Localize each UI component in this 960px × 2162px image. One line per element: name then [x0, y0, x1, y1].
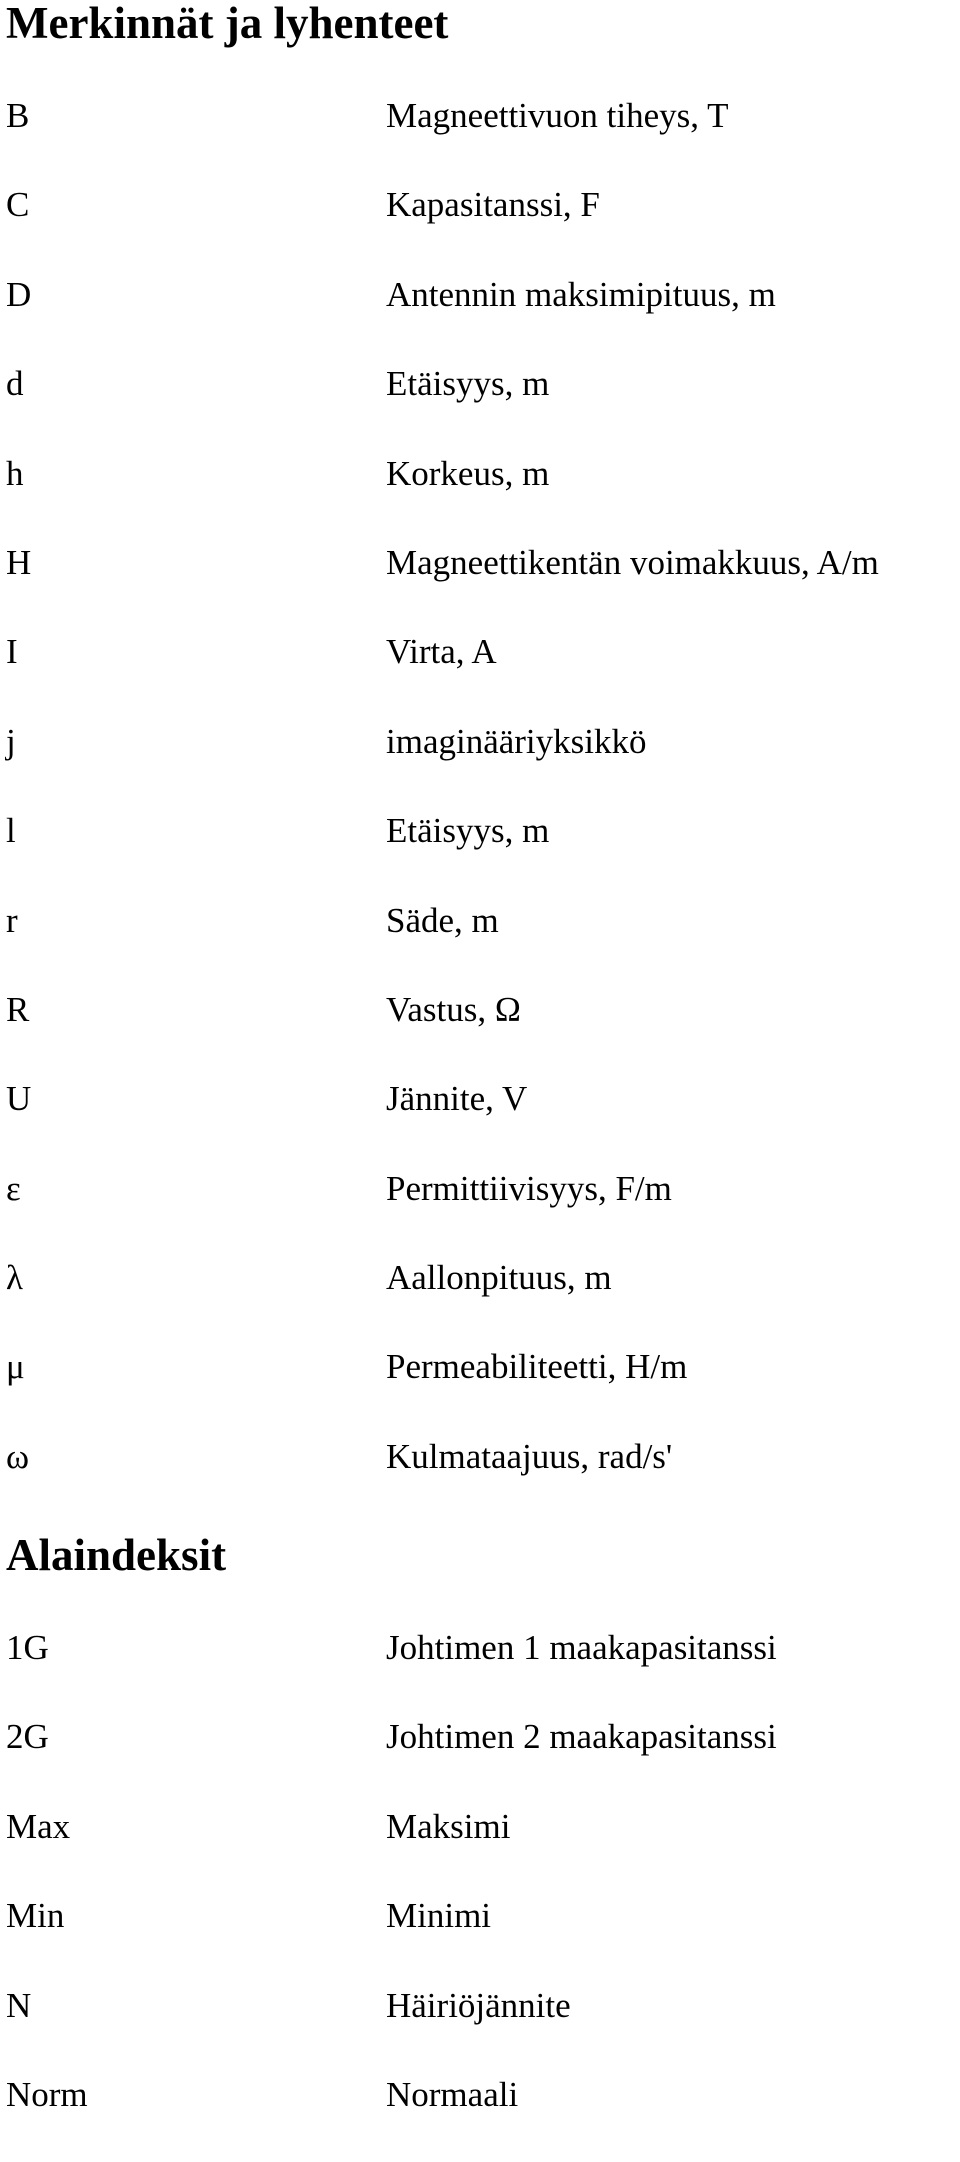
list-item — [0, 1167, 960, 1256]
item-symbol: h — [6, 453, 24, 493]
item-symbol: 2G — [6, 1717, 49, 1757]
item-description: Säde, m — [386, 900, 499, 940]
item-description: Antennin maksimipituus, m — [386, 274, 776, 314]
item-description: Magneettivuon tiheys, T — [386, 96, 729, 135]
item-description: Vastus, Ω — [386, 989, 521, 1029]
list-item — [0, 1345, 960, 1434]
list-item — [0, 362, 960, 451]
list-item — [0, 1805, 960, 1894]
list-item — [0, 1626, 960, 1715]
list-item — [0, 2073, 960, 2162]
list-item — [0, 1894, 960, 1983]
item-description: Kulmataajuus, rad/s' — [386, 1436, 673, 1476]
item-symbol: Norm — [6, 2074, 88, 2114]
item-symbol: I — [6, 632, 18, 672]
item-description: Normaali — [386, 2074, 519, 2114]
item-description: Etäisyys, m — [386, 364, 550, 404]
item-description: Permittiivisyys, F/m — [386, 1168, 672, 1208]
item-description: Minimi — [386, 1896, 492, 1936]
item-symbol: C — [6, 185, 30, 225]
item-symbol: R — [6, 989, 30, 1029]
list-item — [0, 988, 960, 1077]
item-symbol: U — [6, 1079, 32, 1119]
item-description: Jännite, V — [386, 1079, 528, 1119]
list-item — [0, 1715, 960, 1804]
item-symbol: j — [6, 721, 16, 761]
list-item — [0, 1256, 960, 1345]
item-symbol: r — [6, 900, 18, 940]
item-description: Kapasitanssi, F — [386, 185, 600, 225]
item-symbol: B — [6, 96, 30, 135]
list-item — [0, 630, 960, 719]
item-symbol: Min — [6, 1896, 65, 1936]
item-symbol: d — [6, 364, 24, 404]
symbols-list — [0, 94, 960, 1524]
item-symbol: ω — [6, 1436, 30, 1476]
item-description: Korkeus, m — [386, 453, 550, 493]
item-symbol: l — [6, 811, 16, 851]
item-symbol: 1G — [6, 1628, 49, 1667]
item-description: imaginääriyksikkö — [386, 721, 647, 761]
list-item — [0, 94, 960, 183]
item-description: Etäisyys, m — [386, 811, 550, 851]
item-description: Johtimen 1 maakapasitanssi — [386, 1628, 777, 1667]
item-symbol: ε — [6, 1168, 21, 1208]
list-item — [0, 809, 960, 898]
list-item — [0, 1984, 960, 2073]
list-item — [0, 1435, 960, 1524]
subscripts-list — [0, 1626, 960, 2162]
item-symbol: Max — [6, 1806, 71, 1846]
symbols-heading: Merkinnät ja lyhenteet — [6, 0, 449, 48]
item-symbol: D — [6, 274, 32, 314]
subscripts-heading: Alaindeksit — [6, 1530, 227, 1580]
list-item — [0, 720, 960, 809]
list-item — [0, 273, 960, 362]
list-item — [0, 899, 960, 988]
item-description: Virta, A — [386, 632, 497, 672]
item-symbol: H — [6, 542, 32, 582]
item-description: Johtimen 2 maakapasitanssi — [386, 1717, 777, 1757]
item-description: Aallonpituus, m — [386, 1258, 612, 1298]
item-symbol: N — [6, 1985, 32, 2025]
list-item — [0, 452, 960, 541]
list-item — [0, 1077, 960, 1166]
list-item — [0, 183, 960, 272]
item-description: Permeabiliteetti, H/m — [386, 1347, 688, 1387]
item-description: Magneettikentän voimakkuus, A/m — [386, 542, 879, 582]
item-description: Maksimi — [386, 1806, 511, 1846]
item-symbol: μ — [6, 1347, 25, 1387]
list-item — [0, 541, 960, 630]
item-symbol: λ — [6, 1258, 23, 1298]
item-description: Häiriöjännite — [386, 1985, 571, 2025]
